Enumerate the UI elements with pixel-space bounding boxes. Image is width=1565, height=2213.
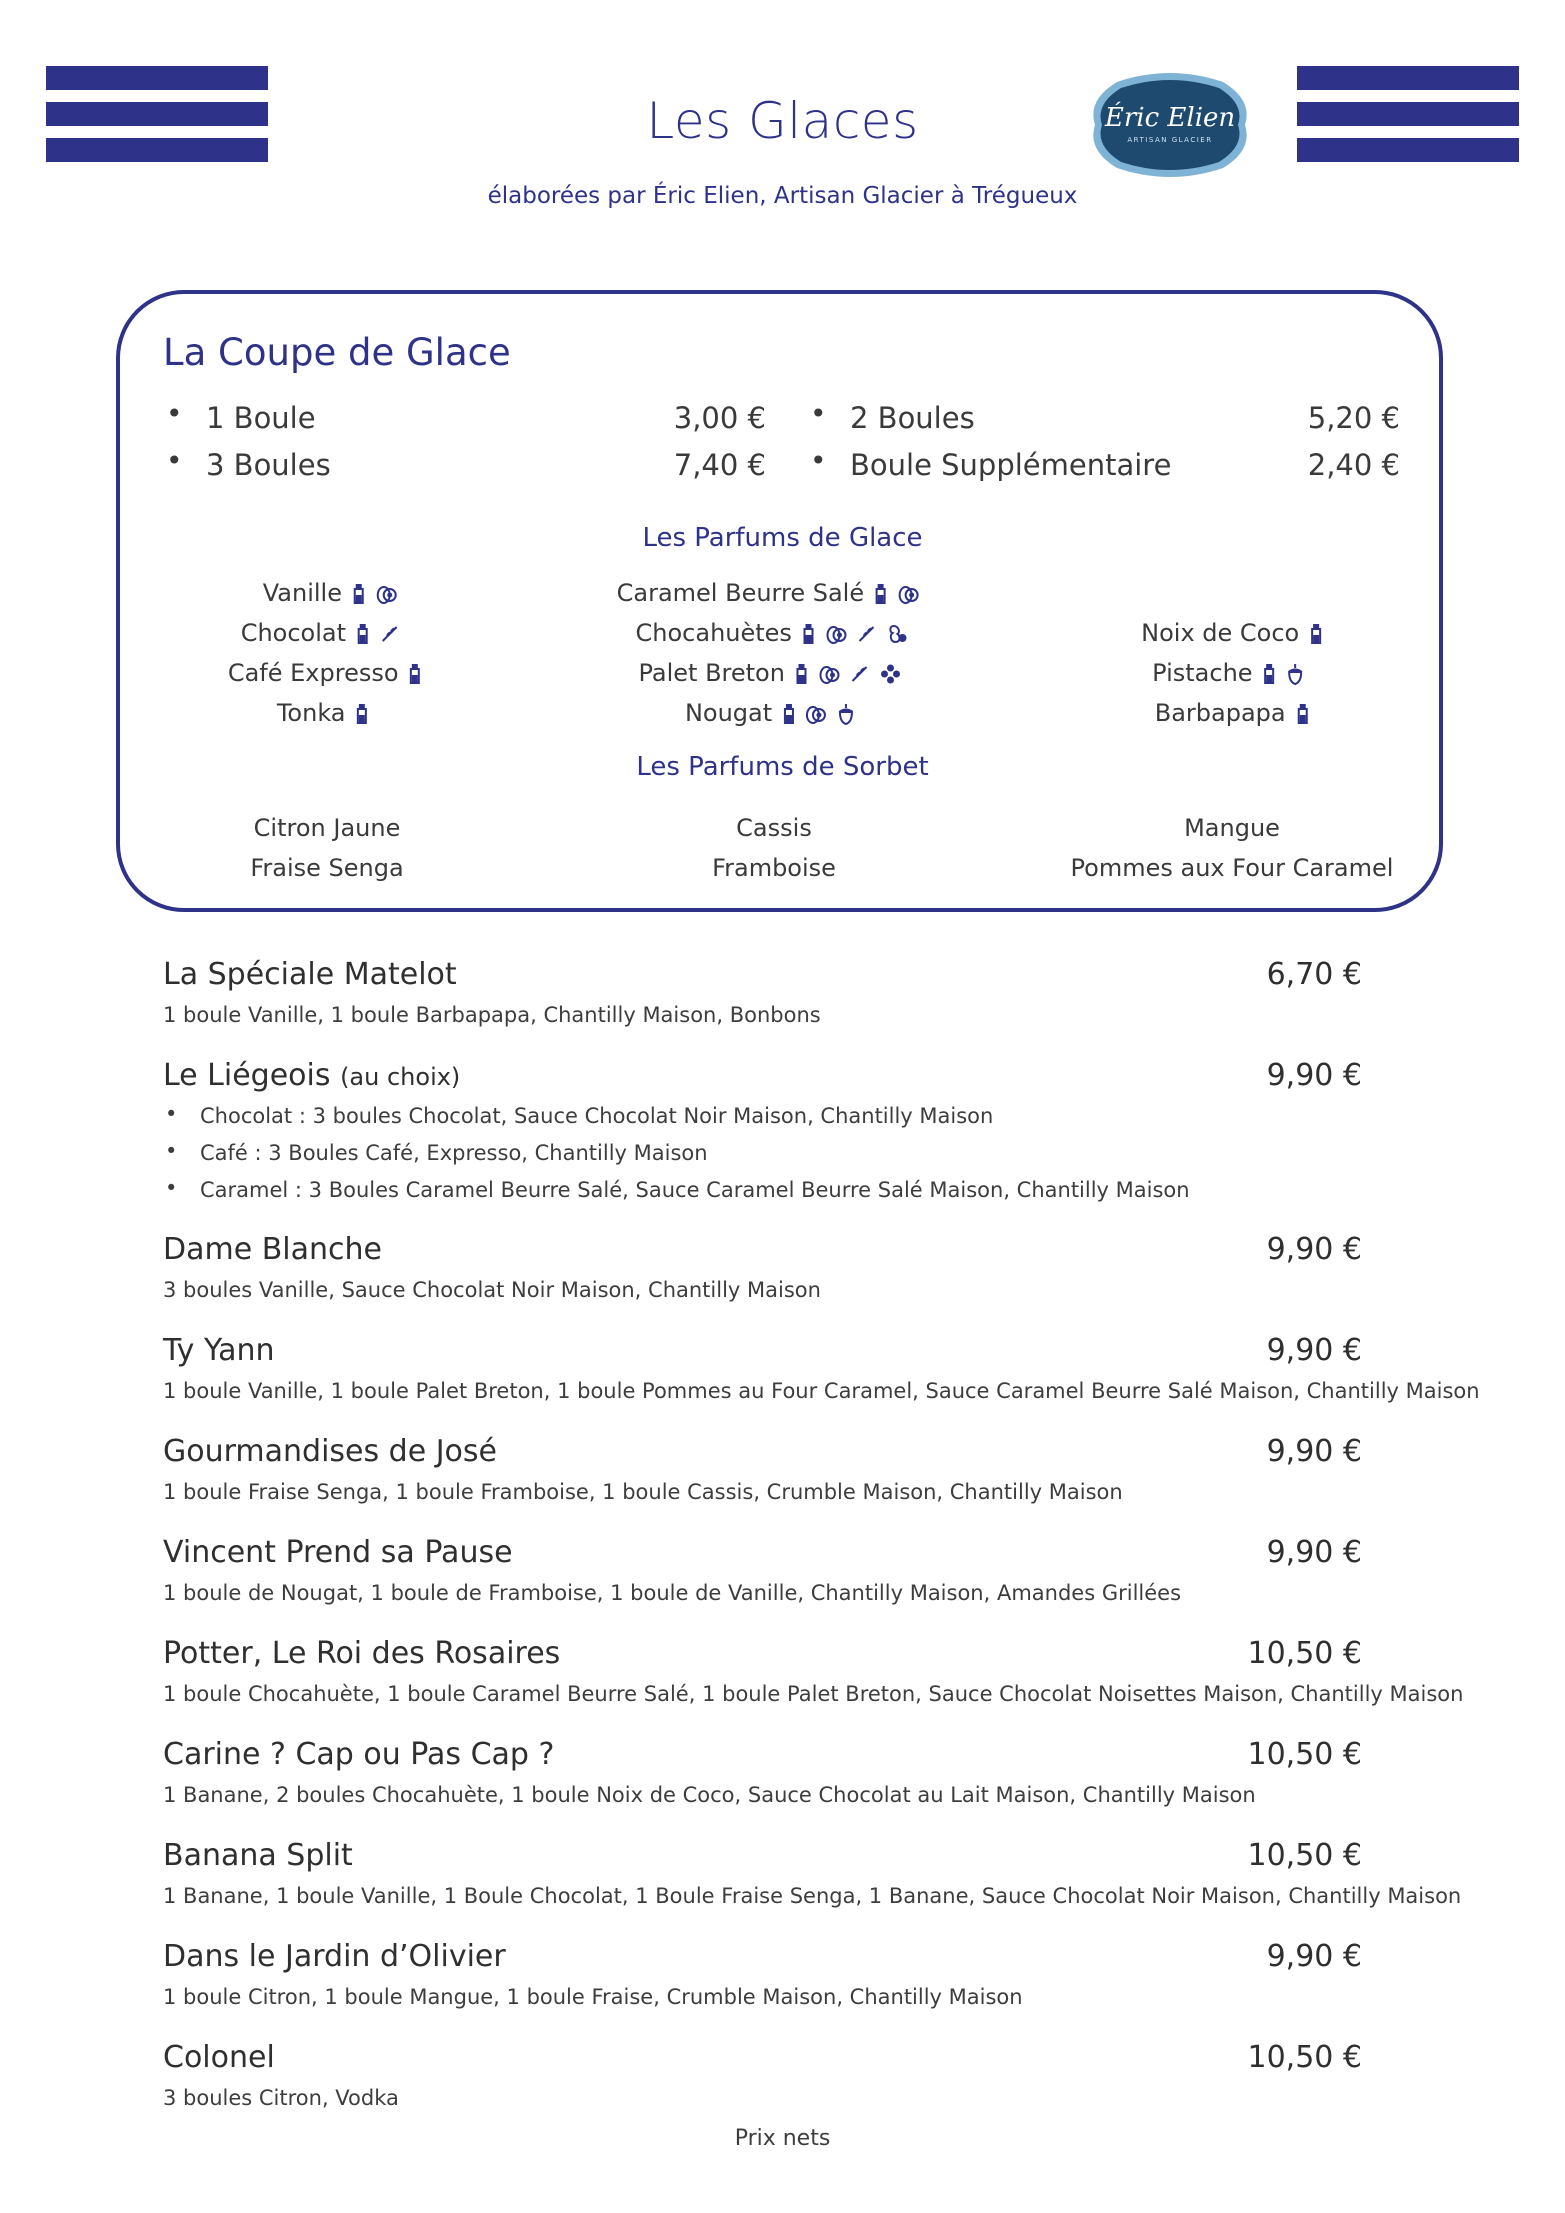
price-value: 5,20 €	[1307, 401, 1400, 435]
page-subtitle: élaborées par Éric Elien, Artisan Glacier à Trégueux	[487, 183, 1078, 209]
milk-bottle-icon	[408, 663, 422, 685]
nut-icon	[837, 703, 855, 725]
item-description: 1 boule Vanille, 1 boule Barbapapa, Chantilly Maison, Bonbons	[163, 1003, 821, 1027]
milk-bottle-icon	[352, 583, 366, 605]
item-name: Colonel	[163, 2040, 275, 2075]
gluten-icon	[379, 624, 399, 644]
item-name: Dame Blanche	[163, 1232, 382, 1267]
gluten-icon	[857, 624, 877, 644]
sorbet-item: Pommes aux Four Caramel	[1070, 854, 1394, 882]
flavor-item: Café Expresso	[228, 659, 422, 687]
milk-bottle-icon	[355, 703, 369, 725]
item-note: (au choix)	[340, 1063, 461, 1091]
item-description: 1 Banane, 1 boule Vanille, 1 Boule Chocolat, 1 Boule Fraise Senga, 1 Banane, Sauce Chocolat Noir Maison, Chantilly Maison	[163, 1884, 1462, 1908]
flavor-item: Chocahuètes	[636, 619, 909, 647]
sorbet-item: Fraise Senga	[250, 854, 404, 882]
sorbet-item: Framboise	[712, 854, 836, 882]
item-description: 1 boule Chocahuète, 1 boule Caramel Beurre Salé, 1 boule Palet Breton, Sauce Chocolat Noisettes Maison, Chantilly Maison	[163, 1682, 1464, 1706]
item-price: 6,70 €	[1266, 957, 1362, 992]
price-label: 3 Boules	[206, 448, 331, 482]
milk-bottle-icon	[782, 703, 796, 725]
item-price: 10,50 €	[1247, 1838, 1362, 1873]
flavor-item: Tonka	[277, 699, 369, 727]
footer-note: Prix nets	[734, 2126, 831, 2151]
egg-icon	[805, 703, 827, 725]
price-value: 7,40 €	[673, 448, 766, 482]
price-label: 1 Boule	[206, 401, 316, 435]
item-price: 9,90 €	[1266, 1333, 1362, 1368]
peanut-icon	[886, 623, 908, 645]
item-name: Ty Yann	[163, 1333, 275, 1368]
milk-bottle-icon	[1262, 663, 1276, 685]
item-name: Dans le Jardin d’Olivier	[163, 1939, 506, 1974]
flavor-item: Palet Breton	[638, 659, 901, 687]
egg-icon	[825, 623, 847, 645]
milk-bottle-icon	[1295, 703, 1309, 725]
item-name: Le Liégeois (au choix)	[163, 1058, 461, 1093]
item-price: 10,50 €	[1247, 1636, 1362, 1671]
price-value: 2,40 €	[1307, 448, 1400, 482]
price-label: 2 Boules	[850, 401, 975, 435]
milk-bottle-icon	[874, 583, 888, 605]
item-description: 3 boules Vanille, Sauce Chocolat Noir Maison, Chantilly Maison	[163, 1278, 821, 1302]
sorbet-item: Citron Jaune	[253, 814, 401, 842]
item-price: 9,90 €	[1266, 1535, 1362, 1570]
gluten-icon	[850, 664, 870, 684]
flavor-item: Pistache	[1152, 659, 1304, 687]
flavor-item: Caramel Beurre Salé	[617, 579, 920, 607]
nut-icon	[1286, 663, 1304, 685]
coupe-title: La Coupe de Glace	[163, 331, 511, 374]
egg-icon	[897, 583, 919, 605]
item-name: Gourmandises de José	[163, 1434, 497, 1469]
flavor-item: Barbapapa	[1155, 699, 1310, 727]
logo-subtext: ARTISAN GLACIER	[1127, 136, 1213, 144]
flavor-item: Nougat	[685, 699, 855, 727]
milk-bottle-icon	[1309, 623, 1323, 645]
milk-bottle-icon	[356, 623, 370, 645]
sorbet-item: Mangue	[1184, 814, 1280, 842]
item-price: 9,90 €	[1266, 1939, 1362, 1974]
milk-bottle-icon	[802, 623, 816, 645]
egg-icon	[818, 663, 840, 685]
item-price: 9,90 €	[1266, 1434, 1362, 1469]
sorbet-flavors-title: Les Parfums de Sorbet	[636, 752, 929, 782]
price-value: 3,00 €	[673, 401, 766, 435]
item-name: Vincent Prend sa Pause	[163, 1535, 513, 1570]
item-description: 1 boule Citron, 1 boule Mangue, 1 boule Fraise, Crumble Maison, Chantilly Maison	[163, 1985, 1023, 2009]
item-price: 9,90 €	[1266, 1232, 1362, 1267]
price-label: Boule Supplémentaire	[850, 448, 1172, 482]
flower-icon	[880, 663, 902, 685]
item-name: La Spéciale Matelot	[163, 957, 457, 992]
milk-bottle-icon	[795, 663, 809, 685]
flavor-item: Chocolat	[241, 619, 400, 647]
item-price: 9,90 €	[1266, 1058, 1362, 1093]
item-description: 1 boule Fraise Senga, 1 boule Framboise, 1 boule Cassis, Crumble Maison, Chantilly Maison	[163, 1480, 1123, 1504]
sorbet-item: Cassis	[736, 814, 812, 842]
item-description: 3 boules Citron, Vodka	[163, 2086, 399, 2110]
item-name: Carine ? Cap ou Pas Cap ?	[163, 1737, 555, 1772]
item-description: 1 boule Vanille, 1 boule Palet Breton, 1 boule Pommes au Four Caramel, Sauce Caramel Beurre Salé Maison, Chantilly Maison	[163, 1379, 1480, 1403]
item-name: Banana Split	[163, 1838, 353, 1873]
item-price: 10,50 €	[1247, 2040, 1362, 2075]
page-title: Les Glaces	[646, 92, 919, 150]
item-description: 1 Banane, 2 boules Chocahuète, 1 boule Noix de Coco, Sauce Chocolat au Lait Maison, Chantilly Maison	[163, 1783, 1256, 1807]
flavor-item: Vanille	[263, 579, 398, 607]
logo-text: Éric Elien	[1104, 103, 1236, 133]
item-description: 1 boule de Nougat, 1 boule de Framboise, 1 boule de Vanille, Chantilly Maison, Amandes Grillées	[163, 1581, 1182, 1605]
item-name: Potter, Le Roi des Rosaires	[163, 1636, 561, 1671]
brand-logo	[1085, 70, 1255, 180]
item-price: 10,50 €	[1247, 1737, 1362, 1772]
flavor-item: Noix de Coco	[1141, 619, 1323, 647]
egg-icon	[375, 583, 397, 605]
glace-flavors-title: Les Parfums de Glace	[642, 523, 923, 553]
